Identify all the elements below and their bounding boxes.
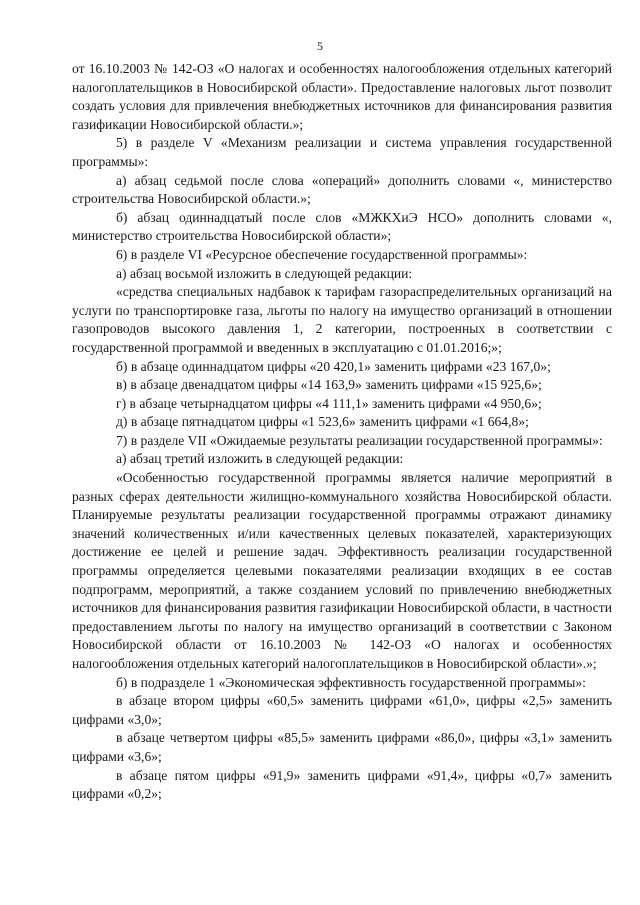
- paragraph-item-7b-second: в абзаце втором цифры «60,5» заменить цифрами «61,0», цифры «2,5» заменить цифрами «3,0»;: [72, 693, 612, 727]
- paragraph-item-6a-quote: «средства специальных надбавок к тарифам газораспределительных организаций на услуги по транспортировке газа, льготы по налогу на имущество организаций в отношении газопроводов высокого давления 1, 2 категории, построенных в соответствии с государственной программой и введенных в эксплуатацию с 01.01.2016;»;: [72, 284, 612, 355]
- paragraph-item-7a: а) абзац третий изложить в следующей редакции:: [116, 451, 404, 467]
- paragraph-item-6d: д) в абзаце пятнадцатом цифры «1 523,6» заменить цифрами «1 664,8»;: [116, 414, 529, 430]
- document-body: [72, 60, 612, 804]
- paragraph-item-5: 5) в разделе V «Механизм реализации и система управления государственной программы»:: [72, 135, 612, 169]
- paragraph-item-7a-quote: «Особенностью государственной программы является наличие мероприятий в разных сферах деятельности жилищно-коммунального хозяйства Новосибирской области. Планируемые результаты реализации государственной программы отражают динамику значений количественных и/или качественных целевых показателей, характеризующих достижение ее целей и решение задач. Эффективность реализации государственной программы определяется целевыми показателями реализации входящих в ее состав подпрограмм, мероприятий, а также созданием условий по привлечению внебюджетных источников для финансирования развития газификации Новосибирской области, в частности предоставлением льготы по налогу на имущество организаций в соответствии с Законом Новосибирской области от 16.10.2003 № 142-ОЗ «О налогах и особенностях налогообложения отдельных категорий налогоплательщиков в Новосибирской области».»;: [72, 470, 612, 671]
- paragraph-item-6g: г) в абзаце четырнадцатом цифры «4 111,1» заменить цифрами «4 950,6»;: [116, 395, 542, 411]
- paragraph-item-7b-fourth: в абзаце четвертом цифры «85,5» заменить цифрами «86,0», цифры «3,1» заменить цифрами «3,6»;: [72, 730, 612, 764]
- paragraph-item-7b-fifth: в абзаце пятом цифры «91,9» заменить цифрами «91,4», цифры «0,7» заменить цифрами «0,2»;: [72, 767, 612, 802]
- paragraph-item-5b: б) абзац одиннадцатый после слов «МЖКХиЭ НСО» дополнить словами «, министерство строительства Новосибирской области»;: [72, 209, 612, 244]
- paragraph-item-6a: а) абзац восьмой изложить в следующей редакции:: [116, 265, 413, 281]
- paragraph-item-7b: б) в подразделе 1 «Экономическая эффективность государственной программы»:: [116, 674, 586, 690]
- paragraph-tax-law-continuation: от 16.10.2003 № 142-ОЗ «О налогах и особенностях налогообложения отдельных категорий налогоплательщиков в Новосибирской области». Предоставление налоговых льгот позволит создать условия для привлечения внебюджетных источников для финансирования развития газификации Новосибирской области.»;: [72, 61, 612, 132]
- paragraph-item-5a: а) абзац седьмой после слова «операций» дополнить словами «, министерство строительства Новосибирской области.»;: [72, 172, 612, 207]
- paragraph-item-6b: б) в абзаце одиннадцатом цифры «20 420,1» заменить цифрами «23 167,0»;: [116, 358, 551, 374]
- paragraph-item-6: 6) в разделе VI «Ресурсное обеспечение государственной программы»:: [116, 246, 528, 262]
- paragraph-item-7: 7) в разделе VII «Ожидаемые результаты реализации государственной программы»:: [116, 432, 603, 448]
- paragraph-item-6v: в) в абзаце двенадцатом цифры «14 163,9» заменить цифрами «15 925,6»;: [116, 377, 542, 393]
- page-number: 5: [317, 39, 323, 53]
